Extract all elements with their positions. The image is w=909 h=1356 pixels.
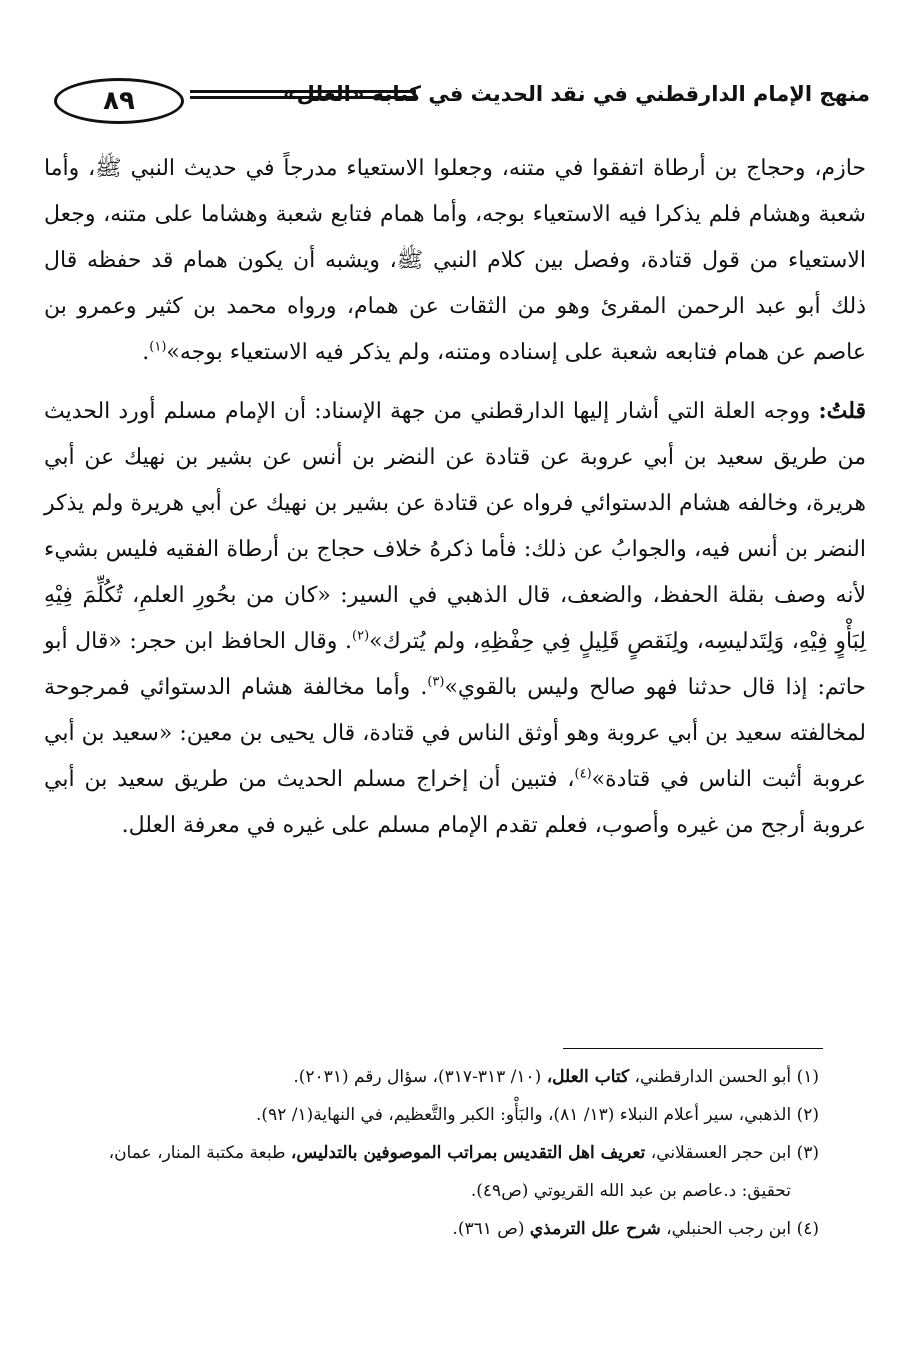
footnote-4-number: (٤)	[796, 1219, 819, 1239]
main-text	[44, 146, 866, 861]
footnote-2-text: الذهبي، سير أعلام النبلاء (١٣/ ٨١)، والبَأْو: الكبر والتَّعظيم، في النهاية(١/ ٩٢).	[256, 1105, 792, 1125]
footnote-1-author: أبو الحسن الدارقطني،	[634, 1067, 792, 1087]
footnote-4-ref: (ص ٣٦١).	[452, 1219, 525, 1239]
footnote-4	[44, 1210, 819, 1248]
qultu-lead: قلتُ:	[818, 398, 866, 424]
paragraph-2	[44, 388, 866, 849]
footnote-3-title: تعريف اهل التقديس بمراتب الموصوفين بالتدليس،	[290, 1143, 646, 1163]
running-title: منهج الإمام الدارقطني في نقد الحديث في كتابه «العلل»	[283, 82, 870, 106]
footnote-3-continuation: تحقيق: د.عاصم بن عبد الله القريوتي (ص٤٩).	[470, 1181, 791, 1201]
page-header	[40, 72, 870, 132]
page-number: ٨٩	[54, 78, 184, 124]
paragraph-1-tail: .	[142, 340, 150, 365]
footnote-1-number: (١)	[796, 1067, 819, 1087]
footnote-4-author: ابن رجب الحنبلي،	[666, 1219, 792, 1239]
footnote-2	[44, 1096, 819, 1134]
footnote-4-title: شرح علل الترمذي	[529, 1219, 661, 1239]
footnotes	[44, 1058, 819, 1248]
footnote-3	[44, 1134, 819, 1172]
footnote-3-number: (٣)	[796, 1143, 819, 1163]
footnote-1	[44, 1058, 819, 1096]
footnote-ref-4: (٤)	[574, 766, 592, 782]
footnote-3-publisher: طبعة مكتبة المنار، عمان،	[108, 1143, 286, 1163]
paragraph-2-tail: . وقال الحافظ ابن حجر: «قال أبو حاتم: إذا قال حدثنا فهو صالح وليس بالقوي»	[44, 629, 867, 700]
footnote-ref-2: (٢)	[352, 628, 370, 644]
paragraph-1-text: حازم، وحجاج بن أرطاة اتفقوا في متنه، وجعلوا الاستعياء مدرجاً في حديث النبي ﷺ، وأما شعبة وهشام فلم يذكرا فيه الاستعياء بوجه، وأما همام فتابع شعبة وهشاما على متنه، وجعل الاستعياء من قول قتادة، وفصل بين كلام النبي ﷺ، ويشبه أن يكون همام قد حفظه قال ذلك أبو عبد الرحمن المقرئ وهو من الثقات عن همام، ورواه محمد بن كثير وعمرو بن عاصم عن همام فتابعه شعبة على إسناده ومتنه، ولم يذكر فيه الاستعياء بوجه»	[44, 156, 866, 365]
footnote-ref-1: (١)	[149, 339, 167, 355]
footnote-1-ref: (١٠/ ٣١٣-٣١٧)، سؤال رقم (٢٠٣١).	[293, 1067, 542, 1087]
footnote-separator	[563, 1048, 823, 1049]
paragraph-2-tail-3: ، فتبين أن إخراج مسلم الحديث من طريق سعيد بن أبي عروبة أرجح من غيره وأصوب، فعلم تقدم الإمام مسلم على غيره في معرفة العلل.	[44, 767, 866, 838]
paragraph-2-tail-2: . وأما مخالفة هشام الدستوائي فمرجوحة لمخالفته سعيد بن أبي عروبة وهو أوثق الناس في قتادة، قال يحيى بن معين: «سعيد بن أبي عروبة أثبت الناس في قتادة»	[44, 675, 866, 792]
footnote-2-number: (٢)	[796, 1105, 819, 1125]
paragraph-2-text: ووجه العلة التي أشار إليها الدارقطني من جهة الإسناد: أن الإمام مسلم أورد الحديث من طريق سعيد بن أبي عروبة عن قتادة عن النضر بن أنس عن بشير بن نهيك عن أبي هريرة، وخالفه هشام الدستوائي فرواه عن قتادة عن بشير بن نهيك عن أبي هريرة ولم يذكر النضر بن أنس فيه، والجوابُ عن ذلك: فأما ذكرهُ خلاف حجاج بن أرطاة الفقيه فليس بشيء لأنه وصف بقلة الحفظ، والضعف، قال الذهبي في السير: «كان من بحُورِ العلمِ، تُكُلِّمَ فِيْهِ لِبَأْوٍ فِيْهِ، وَلِتَدليسِه، ولِنَقصٍ قَلِيلٍ فِي حِفْظِهِ، ولم يُترك»	[44, 399, 867, 654]
footnote-ref-3: (٣)	[427, 674, 445, 690]
paragraph-1	[44, 146, 866, 376]
footnote-1-title: كتاب العلل،	[546, 1067, 630, 1087]
footnote-3-author: ابن حجر العسقلاني،	[650, 1143, 792, 1163]
